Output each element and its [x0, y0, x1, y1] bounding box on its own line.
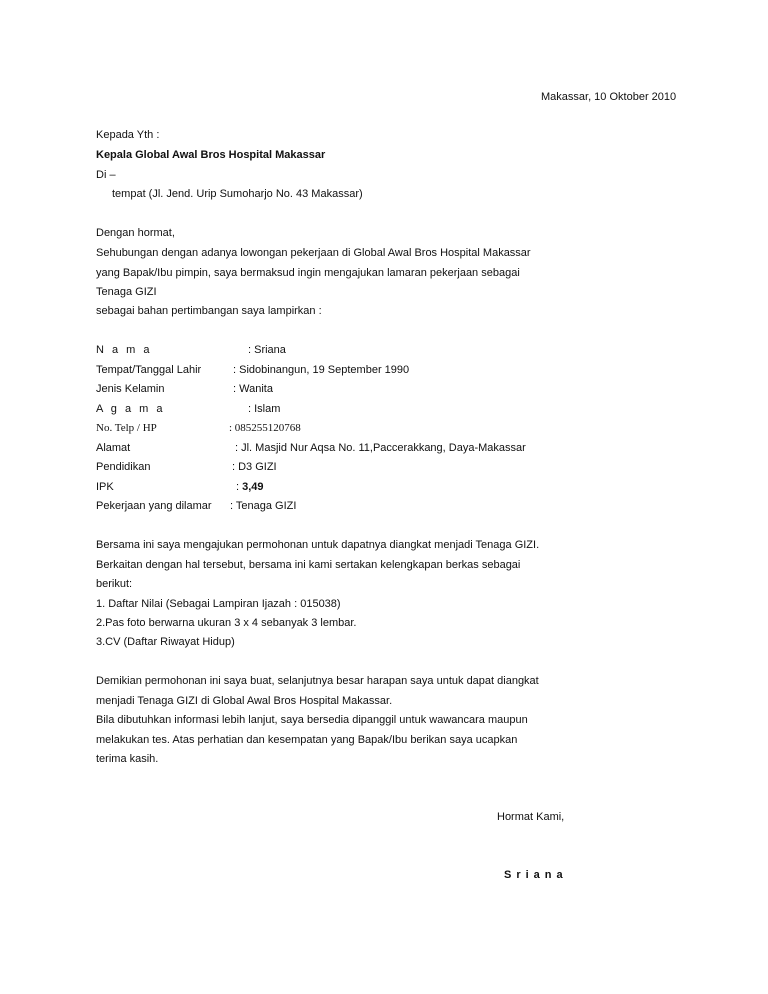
detail-label-ttl: Tempat/Tanggal Lahir: [96, 364, 202, 376]
closing-line: melakukan tes. Atas perhatian dan kesempatan yang Bapak/Ibu berikan saya ucapkan: [96, 734, 518, 746]
recipient-place: tempat (Jl. Jend. Urip Sumoharjo No. 43 Makassar): [112, 188, 363, 200]
date-line: Makassar, 10 Oktober 2010: [541, 91, 677, 103]
attachment-item: 3.CV (Daftar Riwayat Hidup): [96, 636, 235, 648]
detail-value-agama: : Islam: [248, 403, 281, 415]
intro-line: Sehubungan dengan adanya lowongan pekerjaan di Global Awal Bros Hospital Makassar: [96, 247, 531, 259]
signature-name: Sriana: [504, 869, 568, 881]
recipient-name: Kepala Global Awal Bros Hospital Makassar: [96, 149, 326, 161]
detail-value-position: : Tenaga GIZI: [230, 500, 297, 512]
intro-line: Tenaga GIZI: [96, 286, 157, 298]
detail-label-education: Pendidikan: [96, 461, 151, 473]
closing-line: terima kasih.: [96, 753, 159, 765]
closing-line: Demikian permohonan ini saya buat, selanjutnya besar harapan saya untuk dapat diangkat: [96, 675, 539, 687]
ipk-score: 3,49: [242, 481, 264, 493]
detail-label-agama: A g a m a: [96, 403, 165, 415]
detail-value-nama: : Sriana: [248, 344, 286, 356]
detail-value-gender: : Wanita: [233, 383, 273, 395]
detail-label-address: Alamat: [96, 442, 131, 454]
recipient-salutation: Kepada Yth :: [96, 129, 160, 141]
ipk-prefix: :: [236, 481, 243, 493]
detail-label-gender: Jenis Kelamin: [96, 383, 165, 395]
attachment-item: 1. Daftar Nilai (Sebagai Lampiran Ijazah : 015038): [96, 598, 341, 610]
detail-label-phone: No. Telp / HP: [96, 422, 157, 434]
detail-value-education: : D3 GIZI: [232, 461, 277, 473]
opening-greeting: Dengan hormat,: [96, 227, 175, 239]
body-line: berikut:: [96, 578, 133, 590]
attachment-item: 2.Pas foto berwarna ukuran 3 x 4 sebanyak 3 lembar.: [96, 617, 357, 629]
intro-line: yang Bapak/Ibu pimpin, saya bermaksud ingin mengajukan lamaran pekerjaan sebagai: [96, 267, 520, 279]
detail-label-position: Pekerjaan yang dilamar: [96, 500, 212, 512]
detail-value-ipk: [236, 480, 264, 494]
sign-off: Hormat Kami,: [497, 811, 565, 823]
detail-value-phone: : 085255120768: [229, 422, 301, 434]
detail-value-address: : Jl. Masjid Nur Aqsa No. 11,Paccerakkang, Daya-Makassar: [235, 442, 526, 454]
body-line: Bersama ini saya mengajukan permohonan untuk dapatnya diangkat menjadi Tenaga GIZI.: [96, 539, 540, 551]
body-line: Berkaitan dengan hal tersebut, bersama ini kami sertakan kelengkapan berkas sebagai: [96, 559, 521, 571]
detail-label-ipk: IPK: [96, 481, 114, 493]
closing-line: menjadi Tenaga GIZI di Global Awal Bros Hospital Makassar.: [96, 695, 393, 707]
detail-value-ttl: : Sidobinangun, 19 September 1990: [233, 364, 410, 376]
closing-line: Bila dibutuhkan informasi lebih lanjut, saya bersedia dipanggil untuk wawancara maupun: [96, 714, 528, 726]
intro-line: sebagai bahan pertimbangan saya lampirkan :: [96, 305, 322, 317]
detail-label-nama: N a m a: [96, 344, 153, 356]
recipient-di: Di –: [96, 169, 116, 181]
